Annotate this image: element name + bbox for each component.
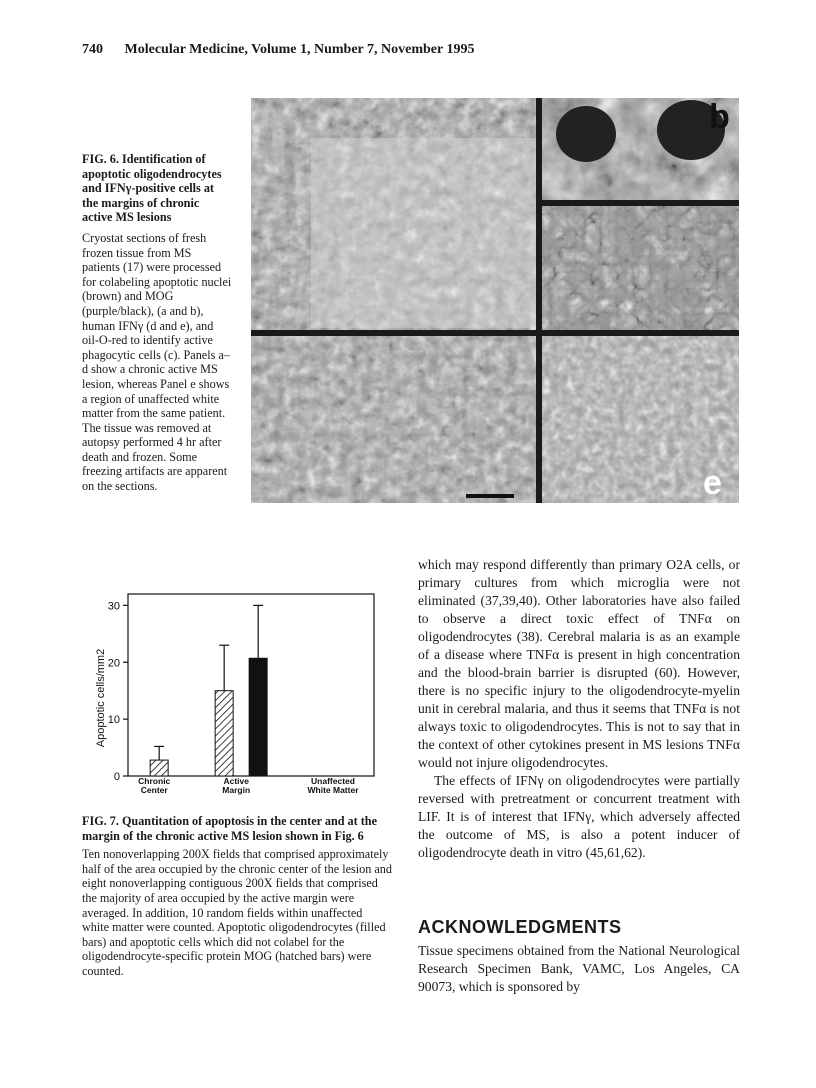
y-tick-label: 10 bbox=[107, 714, 120, 727]
journal-citation: Molecular Medicine, Volume 1, Number 7, November 1995 bbox=[124, 42, 475, 57]
running-header bbox=[82, 42, 742, 58]
fig7-title: FIG. 7. Quantitation of apoptosis in the center and at the margin of the chronic active MS lesion shown in Fig. 6 bbox=[82, 814, 377, 843]
acknowledgments-heading: ACKNOWLEDGMENTS bbox=[418, 917, 622, 937]
hatched-bar bbox=[150, 760, 168, 776]
fig7-bar-chart bbox=[82, 586, 382, 801]
panel-label-b: b bbox=[709, 98, 730, 136]
y-tick-label: 20 bbox=[107, 657, 120, 670]
fig6-caption-text: Cryostat sections of fresh frozen tissue from MS patients (17) were processed for colabeling apoptotic nuclei (brown) and MOG (purple/black), (a and b), human IFNγ (d and e), and oil-O-red to identify active phagocytic cells (c). Panels a–d show a chronic active MS lesion, whereas Panel e shows a region of unaffected white matter from the same patient. The tissue was removed at autopsy performed 4 hr after death and frozen. Some freezing artifacts are apparent on the sections. bbox=[82, 230, 232, 494]
hatched-bar bbox=[215, 691, 233, 776]
scale-bar bbox=[466, 494, 514, 498]
page-number: 740 bbox=[82, 42, 103, 57]
panel-c bbox=[542, 206, 739, 330]
fig7-caption bbox=[82, 814, 392, 979]
x-category-label: White Matter bbox=[307, 785, 359, 795]
fig7-chart bbox=[82, 586, 382, 801]
x-category-label: Center bbox=[140, 785, 168, 795]
y-tick-label: 30 bbox=[107, 600, 120, 613]
body-paragraph: The effects of IFNγ on oligodendrocytes were partially reversed with pretreatment or concurrent treatment with LIF. It is of interest that IFNγ, which adversely affected the outcome of MS, is also a potent inducer of oligodendrocyte death in vitro (45,61,62). bbox=[418, 773, 740, 860]
x-category-label: Chronic bbox=[138, 776, 171, 786]
micrograph-image bbox=[251, 98, 739, 503]
x-category-label: Unaffected bbox=[311, 776, 355, 786]
x-category-label: Margin bbox=[222, 785, 251, 795]
y-axis-label: Apoptotic cells/mm2 bbox=[95, 648, 107, 748]
x-category-label: Active bbox=[223, 776, 249, 786]
filled-bar bbox=[249, 658, 267, 776]
fig7-caption-text: Ten nonoverlapping 200X fields that comprised approximately half of the area occupied by the chronic center of the lesion and eight nonoverlapping contiguous 200X fields that comprised the majority of area occupied by the active margin were averaged. In addition, 10 random fields within unaffected white matter were counted. Apoptotic oligodendrocytes (filled bars) and apoptotic cells which did not colabel for the oligodendrocyte-specific protein MOG (hatched bars) were counted. bbox=[82, 847, 392, 978]
acknowledgments-text: Tissue specimens obtained from the National Neurological Research Specimen Bank, VAMC, Los Angeles, CA 90073, which is sponsored by bbox=[418, 943, 740, 994]
fig6-caption bbox=[82, 152, 232, 494]
panel-d bbox=[251, 336, 536, 503]
fig6-title: FIG. 6. Identification of apoptotic oligodendrocytes and IFNγ-positive cells at the margins of chronic active MS lesions bbox=[82, 152, 222, 225]
body-paragraph: which may respond differently than primary O2A cells, or primary cultures from which microglia were not eliminated (37,39,40). Other laboratories have also failed to observe a direct toxic effect of TNFα on oligodendrocytes (38). Cerebral malaria is as an example of a disease where TNFα is present in high concentration and the blood-brain barrier is disrupted (60). However, there is no specific injury to the oligodendrocyte-myelin unit in cerebral malaria, and thus it seems that TNFα is not always toxic to oligodendrocytes. This is not to say that in the context of other cytokines present in MS lesions TNFα would not injure oligodendrocytes. bbox=[418, 557, 740, 770]
body-text bbox=[418, 556, 740, 862]
fig6-micrograph bbox=[251, 98, 739, 503]
y-tick-label: 0 bbox=[113, 771, 120, 783]
panel-label-e: e bbox=[703, 464, 722, 502]
